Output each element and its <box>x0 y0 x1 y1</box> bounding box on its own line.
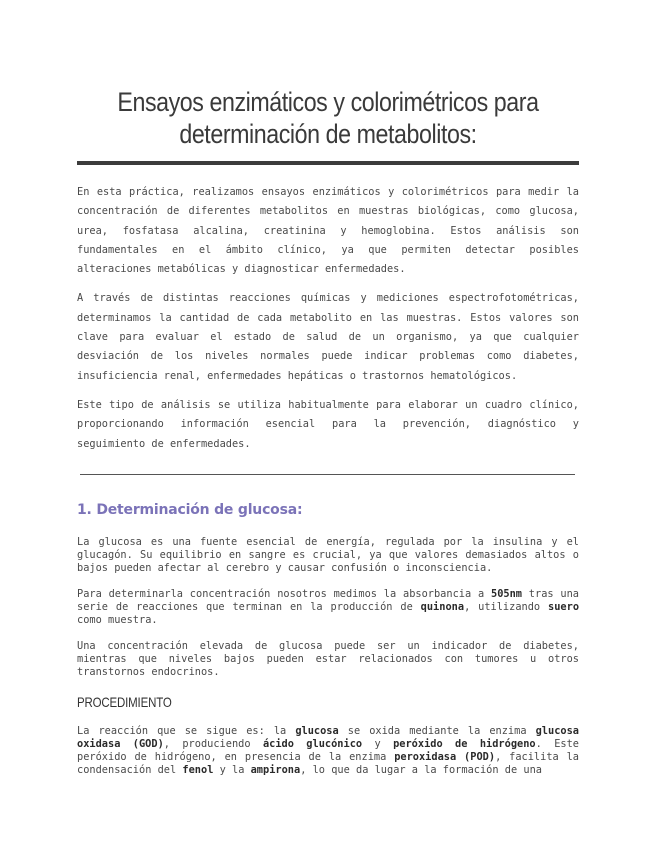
document-page <box>77 0 579 790</box>
procedure-paragraph-1: La reacción que se sigue es: la glucosa se oxida mediante la enzima glucosa oxidasa (GOD), produciendo ácido glucónico y peróxido de hidrógeno. Este peróxido de hidrógeno, en presencia de la enzima peroxidasa (POD), facilita la condensación del fenol y la ampirona, lo que da lugar a la formación de una <box>77 724 580 777</box>
intro-paragraph-2: A través de distintas reacciones químicas y mediciones espectrofotométricas, determinamos la cantidad de cada metabolito en las muestras. Estos valores son clave para evaluar el estado de salud de un organismo, ya que cualquier desviación de los niveles normales puede indicar problemas como diabetes, insuficiencia renal, enfermedades hepáticas o trastornos hematológicos. <box>77 292 579 382</box>
page-title-line-2: determinación de metabolitos: <box>179 119 477 149</box>
section-divider <box>80 474 575 475</box>
title-divider <box>77 161 579 165</box>
procedure-heading: PROCEDIMIENTO <box>77 693 172 710</box>
intro-paragraph-1: En esta práctica, realizamos ensayos enzimáticos y colorimétricos para medir la concentración de diferentes metabolitos en muestras biológicas, como glucosa, urea, fosfatasa alcalina, creatinina y hemoglobina. Estos análisis son fundamentales en el ámbito clínico, ya que permiten detectar posibles alteraciones metabólicas y diagnosticar enfermedades. <box>77 186 579 276</box>
procedure-section <box>77 725 579 778</box>
page-title <box>112 86 544 150</box>
section-heading-glucose: 1. Determinación de glucosa: <box>77 501 303 518</box>
page-title-line-1: Ensayos enzimáticos y colorimétricos para <box>117 87 539 117</box>
glucose-paragraph-2: Para determinarla concentración nosotros medimos la absorbancia a 505nm tras una serie de reacciones que terminan en la producción de quinona, utilizando suero como muestra. <box>77 587 580 627</box>
glucose-section <box>77 536 579 680</box>
glucose-paragraph-3: Una concentración elevada de glucosa puede ser un indicador de diabetes, mientras que niveles bajos pueden estar relacionados con tumores u otros transtornos endocrinos. <box>77 639 579 679</box>
intro-section <box>77 183 579 454</box>
intro-paragraph-3: Este tipo de análisis se utiliza habitualmente para elaborar un cuadro clínico, proporcionando información esencial para la prevención, diagnóstico y seguimiento de enfermedades. <box>77 398 579 450</box>
glucose-paragraph-1: La glucosa es una fuente esencial de energía, regulada por la insulina y el glucagón. Su equilibrio en sangre es crucial, ya que valores demasiados altos o bajos pueden afectar al cerebro y causar confusión o inconsciencia. <box>77 535 579 575</box>
